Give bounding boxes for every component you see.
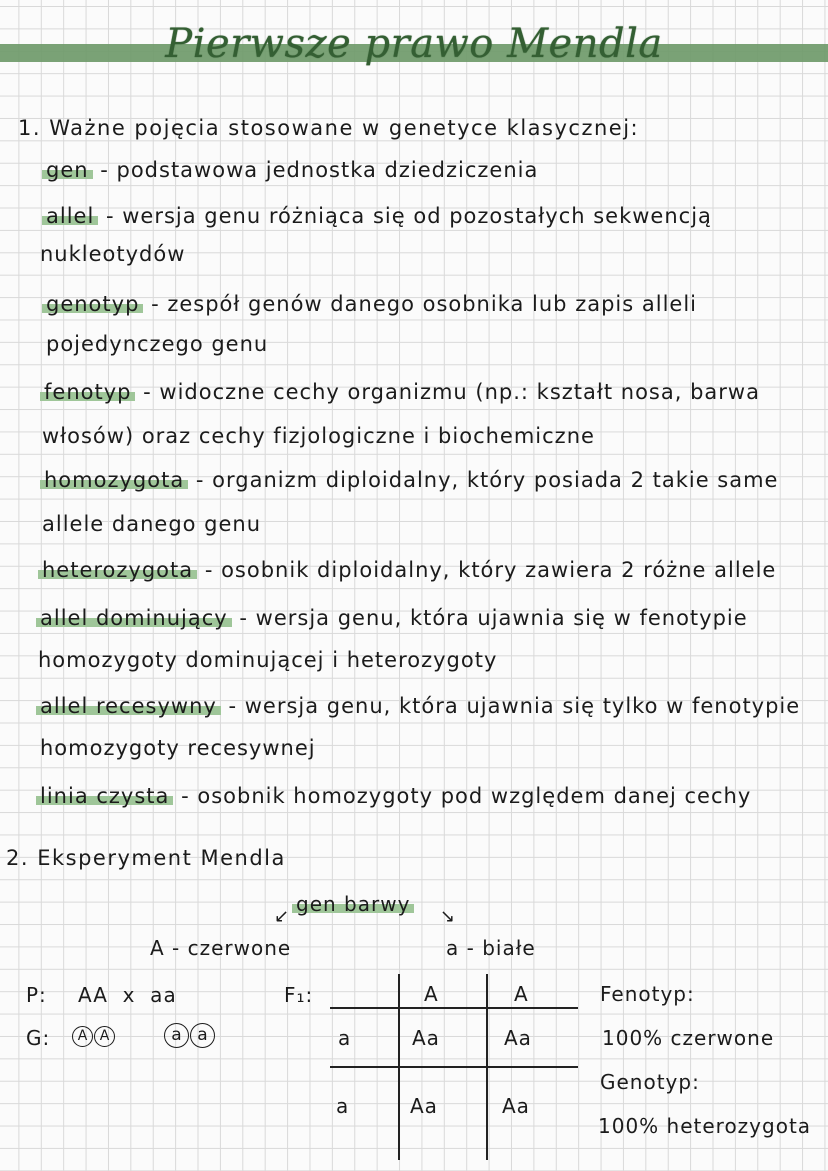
definition-allel-recesywny-cont: homozygoty recesywnej [40,736,316,760]
definition-genotyp [46,292,697,316]
definition-allel-cont: nukleotydów [40,242,186,266]
allele-dominant: A - czerwone [150,936,292,960]
definition-fenotyp [44,380,760,404]
punnett-row-header: a [336,1094,350,1118]
definition-text: - widoczne cechy organizmu (np.: kształt nosa, barwa [143,380,760,404]
gamete-circle: A [72,1026,93,1047]
definition-text: - organizm diploidalny, który posiada 2 takie same [195,468,779,492]
allele-recessive: a - białe [446,936,536,960]
definition-allel-dominujacy-cont: homozygoty dominującej i heterozygoty [38,648,498,672]
punnett-line [330,1007,578,1009]
definition-text: - podstawowa jednostka dziedziczenia [100,158,539,182]
g-label: G: [26,1026,51,1050]
definition-text: - zespół genów danego osobnika lub zapis alleli [151,292,697,316]
punnett-line [486,974,488,1160]
gametes-parent1 [72,1025,116,1047]
arrow-left-icon: ↙ [274,906,290,927]
term-allel-dominujacy: allel dominujący [36,606,232,630]
phenotype-label: Fenotyp: [600,982,695,1006]
page-title: Pierwsze prawo Mendla [165,21,663,67]
definition-genotyp-cont: pojedynczego genu [46,332,269,356]
definition-allel-recesywny [40,694,800,718]
genotype-label: Genotyp: [600,1070,700,1094]
gene-label [296,892,414,916]
gene-label-text: gen barwy [292,892,414,916]
punnett-cell: Aa [504,1026,532,1050]
definition-text: - wersja genu różniąca się od pozostałych sekwencją [105,204,712,228]
punnett-line [398,974,400,1160]
definition-allel-dominujacy [40,606,748,630]
definition-heterozygota [42,558,776,582]
definition-text: - osobnik homozygoty pod względem danej cechy [181,784,752,808]
term-linia-czysta: linia czysta [36,784,173,808]
term-homozygota: homozygota [40,468,188,492]
punnett-col-header: A [514,982,529,1006]
definition-allel [46,204,712,228]
term-allel: allel [42,204,98,228]
term-heterozygota: heterozygota [38,558,197,582]
definition-homozygota [44,468,778,492]
definition-text: - wersja genu, która ujawnia się tylko w fenotypie [228,694,801,718]
punnett-cell: Aa [502,1094,530,1118]
definition-homozygota-cont: allele danego genu [42,512,262,536]
genotype-value: 100% heterozygota [598,1114,812,1138]
section1-heading: 1. Ważne pojęcia stosowane w genetyce klasycznej: [18,116,640,140]
p-cross: AA x aa [78,983,177,1007]
punnett-line [330,1066,578,1068]
punnett-row-header: a [338,1026,352,1050]
gamete-circle: a [164,1023,189,1048]
definition-linia-czysta [40,784,751,808]
punnett-cell: Aa [412,1026,440,1050]
definition-text: - osobnik diploidalny, który zawiera 2 różne allele [204,558,777,582]
term-gen: gen [42,158,93,182]
term-genotyp: genotyp [42,292,143,316]
punnett-cell: Aa [410,1094,438,1118]
term-allel-recesywny: allel recesywny [36,694,221,718]
gamete-circle: A [94,1026,115,1047]
gamete-circle: a [190,1023,215,1048]
definition-fenotyp-cont: włosów) oraz cechy fizjologiczne i biochemiczne [42,424,595,448]
definition-text: - wersja genu, która ujawnia się w fenotypie [239,606,748,630]
gametes-parent2 [164,1023,216,1048]
punnett-col-header: A [424,982,439,1006]
f1-label: F₁: [284,983,314,1007]
term-fenotyp: fenotyp [40,380,135,404]
p-label: P: [26,983,47,1007]
arrow-right-icon: ↘ [440,906,456,927]
definition-gen [46,158,538,182]
phenotype-value: 100% czerwone [602,1026,775,1050]
section2-heading: 2. Eksperyment Mendla [6,846,286,870]
